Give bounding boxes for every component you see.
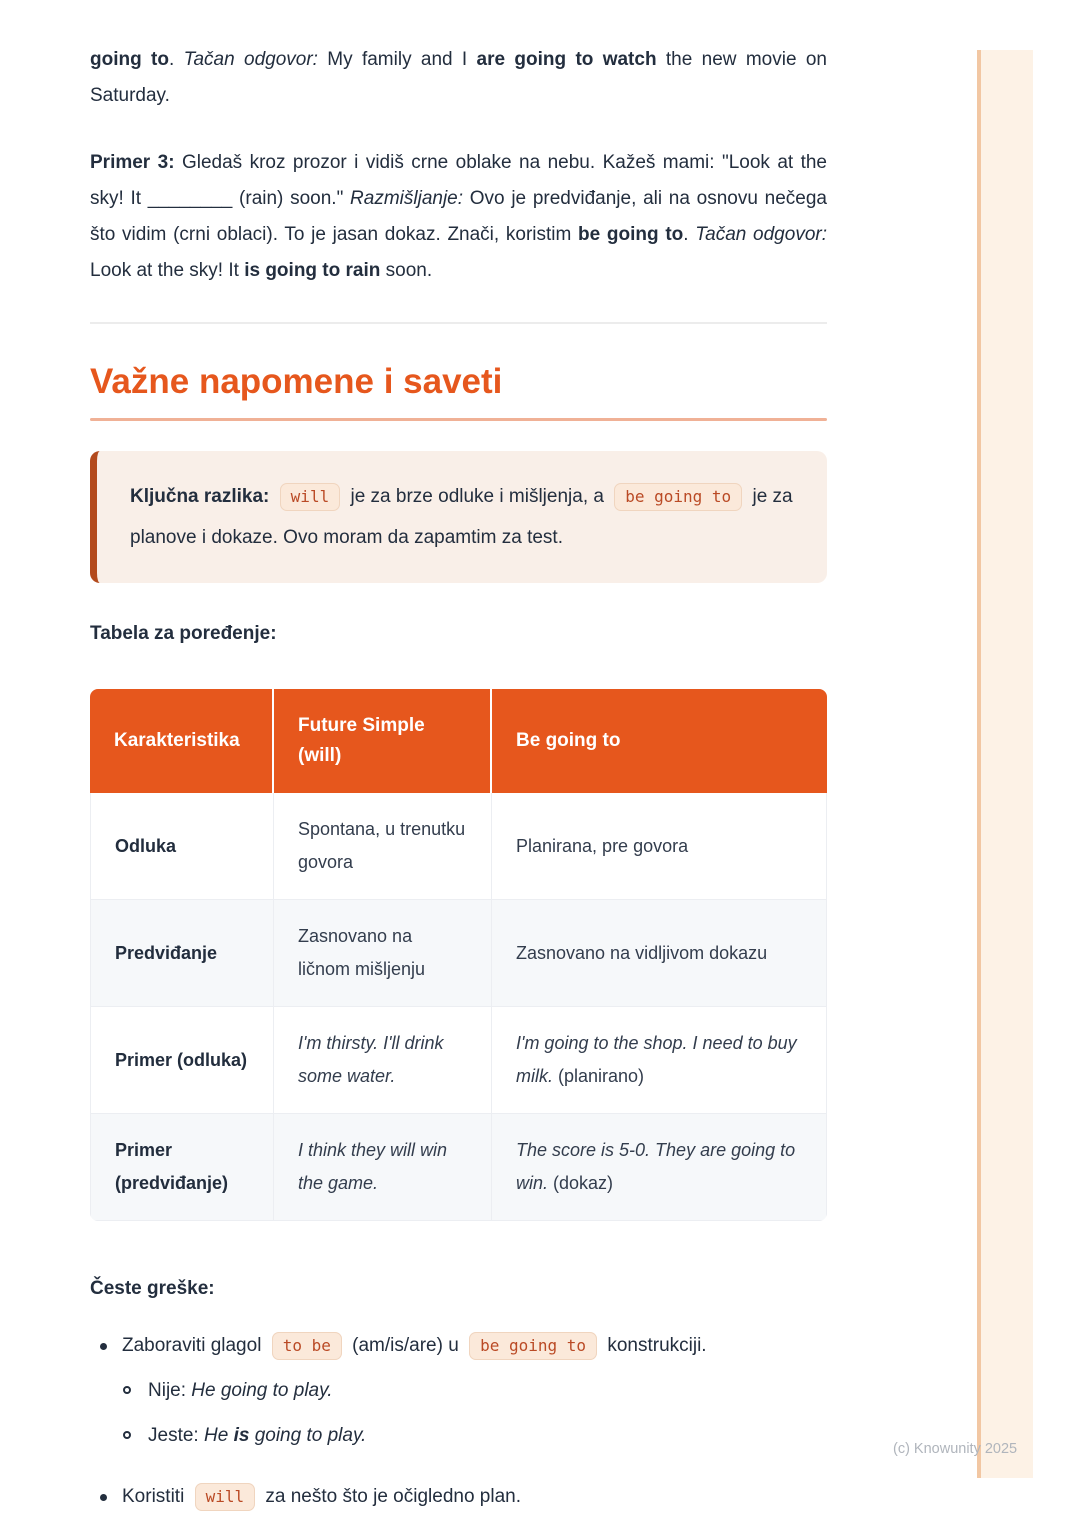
mistake-item xyxy=(90,1327,827,1365)
text-run: Primer (odluka) xyxy=(115,1049,248,1070)
page-content xyxy=(90,42,827,1516)
text-run: . xyxy=(683,224,696,245)
text-run: za nešto što je očigledno plan. xyxy=(260,1486,522,1507)
text-run: Look at the sky! It xyxy=(90,260,245,281)
text-run: going to play. xyxy=(249,1425,367,1446)
text-run: He xyxy=(203,1425,234,1446)
code-chip: be going to xyxy=(614,483,742,511)
bullet-icon xyxy=(100,1494,107,1501)
text-run: the new movie on Saturday. xyxy=(90,49,827,106)
code-chip: be going to xyxy=(469,1332,597,1360)
table-row xyxy=(90,793,827,900)
comparison-table-label: Tabela za poređenje: xyxy=(90,623,277,644)
text-run: going to xyxy=(90,49,169,70)
text-run: soon. xyxy=(380,260,433,281)
text-run: I'm going to the shop. I need to buy milk. xyxy=(516,1033,797,1086)
text-run: Gledaš kroz prozor i vidiš crne oblake na nebu. Kažeš mami: "Look at the sky! It ________ (rain) soon." xyxy=(90,152,828,209)
row-label-cell xyxy=(90,900,274,1007)
text-run: He going to play. xyxy=(191,1380,333,1401)
mistake-text xyxy=(122,1478,827,1516)
text-run xyxy=(269,486,274,507)
table-row xyxy=(90,1114,827,1221)
table-cell xyxy=(274,1114,492,1221)
text-run: Primer 3: xyxy=(90,152,175,173)
code-chip: to be xyxy=(272,1332,342,1360)
section-title: Važne napomene i saveti xyxy=(90,362,503,401)
text-run: I think they will win the game. xyxy=(298,1140,448,1193)
table-header-cell: Future Simple (will) xyxy=(274,689,492,793)
row-label-cell xyxy=(90,1114,274,1221)
mistake-subitem xyxy=(123,1418,827,1454)
text-run: (planirano) xyxy=(553,1066,645,1086)
mistake-item xyxy=(90,1478,827,1516)
code-chip: will xyxy=(280,483,341,511)
table-header-row xyxy=(90,689,827,793)
table-cell xyxy=(492,900,827,1007)
mistakes-list xyxy=(90,1327,827,1516)
sub-bullet-icon xyxy=(123,1386,131,1394)
text-run: Ovo je predviđanje, ali na osnovu nečega što vidim (crni oblaci). To je jasan dokaz. Znači, koristim xyxy=(90,188,827,245)
text-run: Zasnovano na ličnom mišljenju xyxy=(298,926,426,979)
table-header-cell: Karakteristika xyxy=(90,689,274,793)
text-run: . xyxy=(168,49,184,70)
text-run: Koristiti xyxy=(122,1486,190,1507)
table-cell xyxy=(492,793,827,900)
text-run: Planirana, pre govora xyxy=(516,835,689,856)
text-run: Odluka xyxy=(115,835,177,856)
text-run: be going to xyxy=(578,224,684,245)
mistake-text xyxy=(122,1327,827,1365)
text-run: My family and I xyxy=(317,49,477,70)
text-run: konstrukciji. xyxy=(602,1335,707,1356)
text-run: is going to rain xyxy=(244,260,381,281)
section-divider xyxy=(90,322,827,324)
text-run: Razmišljanje: xyxy=(350,188,464,209)
comparison-table xyxy=(90,689,827,1221)
text-run: Zaboraviti glagol xyxy=(122,1335,267,1356)
text-run: Zasnovano na vidljivom dokazu xyxy=(516,942,768,963)
sub-bullet-icon xyxy=(123,1431,131,1439)
text-run: are going to watch xyxy=(476,49,657,70)
code-chip: will xyxy=(195,1483,256,1511)
table-cell xyxy=(274,1007,492,1114)
table-cell xyxy=(492,1114,827,1221)
table-row xyxy=(90,900,827,1007)
section-title-underline xyxy=(90,418,827,421)
text-run: (am/is/are) u xyxy=(346,1335,465,1356)
text-run: Tačan odgovor: xyxy=(695,224,827,245)
text-run: I'm thirsty. I'll drink some water. xyxy=(298,1033,444,1086)
callout-text xyxy=(130,476,799,558)
table-cell xyxy=(274,900,492,1007)
text-run: je za planove i dokaze. Ovo moram da zapamtim za test. xyxy=(130,486,793,548)
table-cell xyxy=(274,793,492,900)
text-run: Jeste: xyxy=(148,1425,204,1446)
right-margin-stripe xyxy=(977,50,1033,1478)
text-run: (dokaz) xyxy=(548,1173,614,1193)
text-run: The score is 5-0. They are going to win. xyxy=(516,1140,796,1193)
text-run: Tačan odgovor: xyxy=(183,49,318,70)
subitem-text xyxy=(148,1418,827,1454)
row-label-cell xyxy=(90,793,274,900)
text-run: Predviđanje xyxy=(115,942,218,963)
subitem-text xyxy=(148,1373,827,1409)
comparison-table-head xyxy=(90,689,827,793)
text-run: Primer (predviđanje) xyxy=(115,1140,229,1193)
paragraph-example2-answer xyxy=(90,42,827,114)
text-run: Ključna razlika: xyxy=(130,486,270,507)
table-row xyxy=(90,1007,827,1114)
key-difference-callout xyxy=(90,451,827,583)
mistake-subitem xyxy=(123,1373,827,1409)
text-run: Nije: xyxy=(148,1380,192,1401)
footer-credit: (c) Knowunity 2025 xyxy=(893,1441,1018,1457)
text-run: je za brze odluke i mišljenja, a xyxy=(345,486,610,507)
text-run: is xyxy=(233,1425,250,1446)
bullet-icon xyxy=(100,1343,107,1350)
table-header-cell: Be going to xyxy=(492,689,827,793)
row-label-cell xyxy=(90,1007,274,1114)
mistake-sublist xyxy=(123,1373,827,1454)
paragraph-primer-3 xyxy=(90,145,827,289)
mistakes-label: Česte greške: xyxy=(90,1278,215,1299)
text-run: Spontana, u trenutku govora xyxy=(298,819,466,872)
comparison-table-body xyxy=(90,793,827,1221)
table-cell xyxy=(492,1007,827,1114)
